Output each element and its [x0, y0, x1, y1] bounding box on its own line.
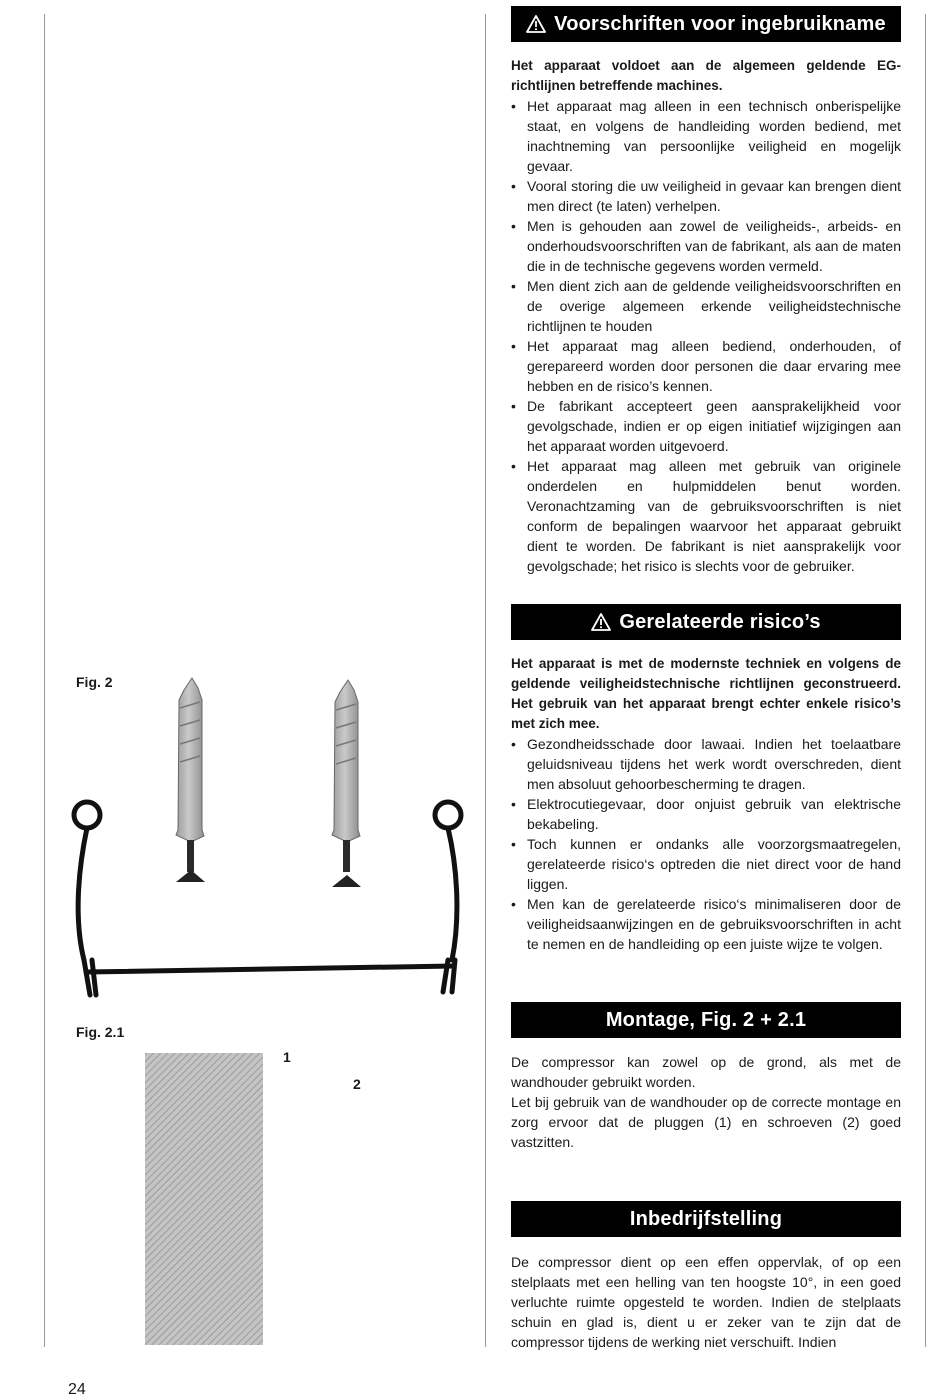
callout-number-1: 1: [283, 1049, 291, 1065]
section-header-voorschriften: [511, 6, 901, 42]
inbedrijf-body: [511, 1252, 901, 1352]
bullet-item: • Het apparaat mag alleen bediend, onderhouden, of gerepareerd worden door personen die daar ervaring mee hebben en de risico’s kennen.: [511, 336, 901, 396]
risicos-body: [511, 654, 901, 954]
section-title: Gerelateerde risico’s: [619, 610, 821, 633]
warning-triangle-icon: [591, 613, 611, 631]
bullet-item: • Men is gehouden aan zowel de veiligheids-, arbeids- en onderhoudsvoorschriften van de fabrikant, als aan de maten die in de technische gegevens worden vermeld.: [511, 216, 901, 276]
callout-number-2: 2: [353, 1076, 361, 1092]
bullet-item: • Toch kunnen er ondanks alle voorzorgsmaatregelen, gerelateerde risico‘s optreden die niet direct voor de hand liggen.: [511, 834, 901, 894]
bullet-item: • Het apparaat mag alleen in een technisch onberispelijke staat, en volgens de handleiding worden bediend, met inachtneming van persoonlijke veiligheid en mogelijk gevaar.: [511, 96, 901, 176]
bullet-list: [511, 734, 901, 954]
bullet-item: • De fabrikant accepteert geen aansprakelijkheid voor gevolgschade, indien er op eigen initiatief wijzigingen aan het apparaat worden uitgevoerd.: [511, 396, 901, 456]
section-header-risicos: [511, 604, 901, 640]
bullet-item: • Het apparaat mag alleen met gebruik van originele onderdelen en hulpmiddelen benut worden. Veronachtzaming van de gebruiksvoorschriften is niet conform de bepalingen waarvoor het apparaat gebruikt dient te worden. De fabrikant is niet aansprakelijk voor gevolgschade; het risico is slechts voor de gebruiker.: [511, 456, 901, 576]
figure-label-fig21: Fig. 2.1: [76, 1024, 125, 1040]
body-paragraph: De compressor kan zowel op de grond, als met de wandhouder gebruikt worden.: [511, 1054, 901, 1090]
section-title: Inbedrijfstelling: [629, 1207, 783, 1230]
bullet-item: • Men kan de gerelateerde risico‘s minimaliseren door de veiligheidsaanwijzingen en de gebruiksvoorschriften in acht te nemen en de handleiding op een juiste wijze te volgen.: [511, 894, 901, 954]
bullet-list: [511, 96, 901, 576]
dowel-plug-1: [176, 678, 205, 882]
body-paragraph: Let bij gebruik van de wandhouder op de correcte montage en zorg ervoor dat de pluggen (1) en schroeven (2) goed vastzitten.: [511, 1094, 901, 1150]
section-title: Voorschriften voor ingebruikname: [554, 12, 886, 35]
section-header-montage: [511, 1002, 901, 1038]
lead-paragraph: Het apparaat voldoet aan de algemeen geldende EG-richtlijnen betreffende machines.: [511, 58, 901, 93]
warning-triangle-icon: [526, 15, 546, 33]
left-margin-rule: [44, 14, 45, 1347]
bullet-item: • Vooral storing die uw veiligheid in gevaar kan brengen dient men direct (te laten) verhelpen.: [511, 176, 901, 216]
bullet-item: • Men dient zich aan de geldende veiligheidsvoorschriften en de overige algemeen erkende veiligheidstechnische richtlijnen te houden: [511, 276, 901, 336]
fig2-wall-bracket-illustration: [60, 660, 480, 1005]
bullet-item: • Elektrocutiegevaar, door onjuist gebruik van elektrische bekabeling.: [511, 794, 901, 834]
voorschriften-body: [511, 56, 901, 576]
body-paragraph: De compressor dient op een effen oppervlak, of op een stelplaats met een helling van ten hoogste 10°, in een goed verluchte ruimte opgesteld te worden. Indien de stelplaats schuin en glad is, dient u er zeker van te zijn dat de compressor tijdens de werking niet verschuift. Indien: [511, 1254, 901, 1350]
wire-bracket: [74, 802, 461, 995]
lead-paragraph: Het apparaat is met de modernste techniek en volgens de geldende veiligheidstechnische richtlijnen geconstrueerd. Het gebruik van het apparaat brengt echter enkele risico’s met zich mee.: [511, 656, 901, 731]
figure-label-fig2: Fig. 2: [76, 674, 113, 690]
montage-body: [511, 1052, 901, 1152]
section-header-inbedrijfstelling: [511, 1201, 901, 1237]
right-margin-rule: [925, 14, 926, 1347]
fig21-wall-mount-illustration: [140, 1045, 380, 1345]
center-column-rule: [485, 14, 486, 1347]
page-number: 24: [68, 1381, 86, 1398]
dowel-plug-2: [332, 680, 361, 887]
bullet-item: • Gezondheidsschade door lawaai. Indien het toelaatbare geluidsniveau tijdens het werk wordt overschreden, dient men absoluut gehoorbescherming te dragen.: [511, 734, 901, 794]
section-title: Montage, Fig. 2 + 2.1: [605, 1008, 807, 1031]
